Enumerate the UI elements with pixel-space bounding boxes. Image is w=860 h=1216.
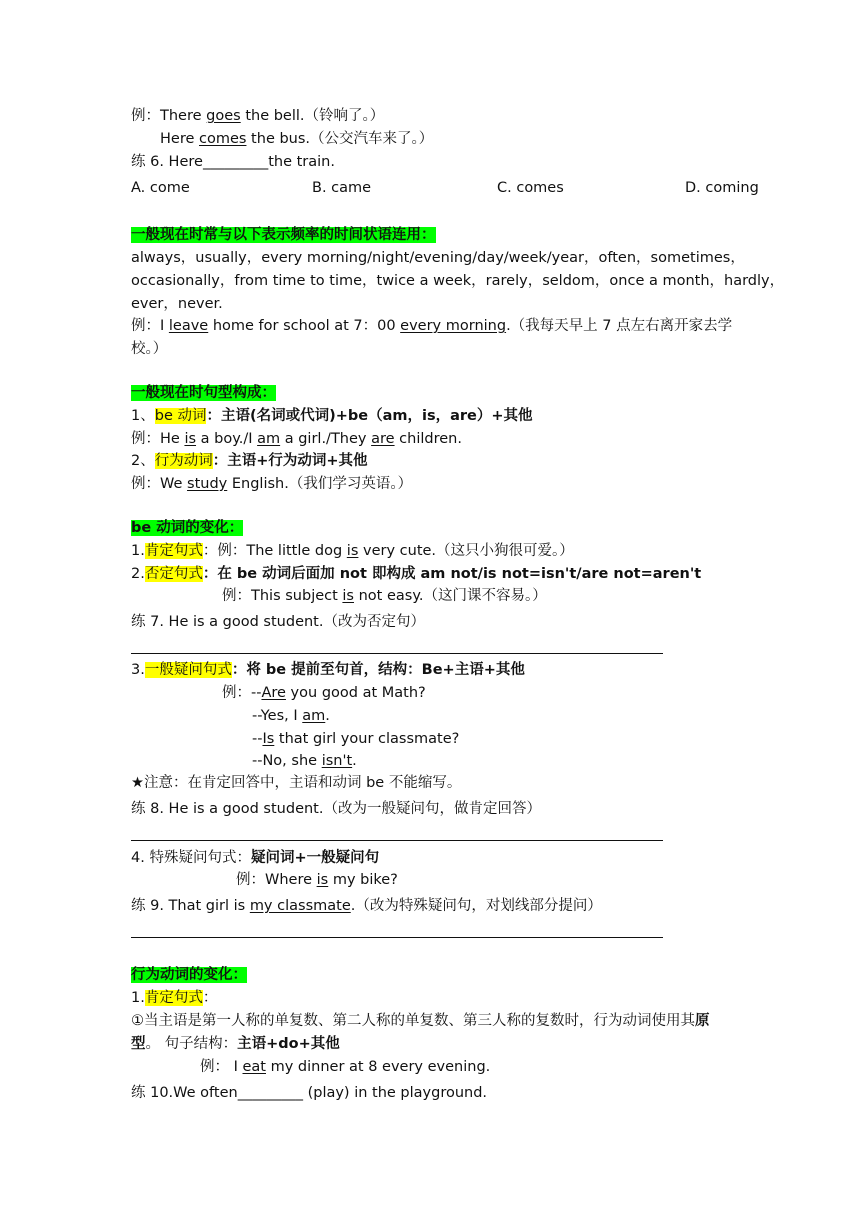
text-segment: 练 6. Here [131, 154, 203, 170]
answer-line[interactable] [131, 937, 663, 938]
option-b[interactable]: B. came [312, 180, 372, 196]
text-segment: the train. [268, 154, 335, 170]
text-segment: ：例：The little dog [202, 543, 347, 559]
text-segment: a girl./They [280, 431, 372, 447]
underlined-word: is [346, 543, 359, 559]
text-segment: 2. [131, 566, 145, 582]
structure-formula: 疑问词+一般疑问句 [250, 850, 380, 866]
heading-text: 一般现在时句型构成： [131, 385, 276, 401]
yes-no-question-form [131, 660, 525, 680]
text-segment: . [352, 753, 357, 769]
text-segment: that girl your classmate? [274, 731, 460, 747]
text-segment: ： [202, 990, 218, 1006]
option-a[interactable]: A. come [131, 180, 190, 196]
underlined-word: am [257, 431, 281, 447]
text-segment: There [160, 108, 207, 124]
option-c[interactable]: C. comes [497, 180, 564, 196]
exercise-8: 练 8. He is a good student.（改为一般疑问句，做肯定回答） [131, 801, 541, 817]
underlined-word: isn't [321, 753, 353, 769]
underlined-word: eat [242, 1059, 266, 1075]
heading-action-verb-changes [131, 965, 247, 985]
affirmative-form [131, 541, 574, 561]
text-segment: not easy.（这门课不容易。） [354, 588, 547, 604]
underlined-word: every morning [400, 318, 507, 334]
text-segment: the bus. [246, 131, 311, 147]
underlined-word: comes [199, 131, 247, 147]
note: ★注意：在肯定回答中，主语和动词 be 不能缩写。 [131, 775, 462, 791]
translation: （公交汽车来了。） [310, 131, 434, 147]
answer-line[interactable] [131, 840, 663, 841]
exercise-6 [131, 152, 335, 172]
base-form-example [200, 1057, 490, 1077]
answer-line[interactable] [131, 653, 663, 654]
text-segment: 。 句子结构： [145, 1036, 238, 1052]
heading-sentence-structure [131, 383, 276, 403]
highlighted-term: 肯定句式 [144, 543, 203, 559]
text-segment: 例：We [131, 476, 188, 492]
heading-text: 行为动词的变化： [131, 967, 247, 983]
example-translation-end: 校。） [131, 341, 168, 357]
underlined-word: Is [262, 731, 275, 747]
text-segment: very cute.（这只小狗很可爱。） [358, 543, 574, 559]
base-form-structure [131, 1034, 340, 1054]
text-segment: 2、 [131, 453, 155, 469]
highlighted-term: be 动词 [154, 408, 207, 424]
text-segment: 例： I [200, 1059, 243, 1075]
text-segment: a boy./I [196, 431, 258, 447]
action-verb-rule [131, 451, 368, 471]
question-example-1 [222, 683, 426, 703]
bold-term: 原 [695, 1013, 710, 1029]
adverb-list-line-2: occasionally，from time to time，twice a week，rarely，seldom，once a month，hardly， [131, 273, 785, 289]
text-segment: 3. [131, 662, 145, 678]
text-segment: 例：I [131, 318, 169, 334]
highlighted-term: 一般疑问句式 [144, 662, 232, 678]
highlighted-term: 否定句式 [144, 566, 203, 582]
text-segment: (play) in the playground. [302, 1085, 488, 1101]
underlined-word: am [302, 708, 326, 724]
text-segment: 例：Where [236, 872, 317, 888]
underlined-word: leave [168, 318, 209, 334]
adverb-list-line-3: ever，never. [131, 296, 223, 312]
answer-example-1 [252, 706, 330, 726]
structure-formula: ：在 be 动词后面加 not 即构成 am not/is not=isn't/are not=aren't [202, 566, 702, 582]
text-segment: . [325, 708, 330, 724]
be-verb-rule [131, 406, 533, 426]
wh-question-example [236, 870, 398, 890]
structure-formula: 主语+do+其他 [237, 1036, 340, 1052]
heading-be-verb-changes [131, 518, 243, 538]
text-segment: you good at Math? [285, 685, 426, 701]
text-segment: .（改为特殊疑问句，对划线部分提问） [350, 898, 602, 914]
exercise-7: 练 7. He is a good student.（改为否定句） [131, 614, 425, 630]
text-segment: English.（我们学习英语。） [227, 476, 413, 492]
text-segment: the bell. [240, 108, 305, 124]
structure-formula: ：主语+行为动词+其他 [212, 453, 368, 469]
be-verb-example [131, 429, 462, 449]
wh-question-form [131, 848, 379, 868]
text-segment: 1. [131, 543, 145, 559]
underlined-word: my classmate [249, 898, 351, 914]
example-label: 例： [131, 108, 160, 124]
highlighted-term: 肯定句式 [144, 990, 203, 1006]
underlined-word: study [187, 476, 228, 492]
text-segment: 例：He [131, 431, 185, 447]
text-segment: --Yes, I [252, 708, 303, 724]
exercise-9 [131, 896, 602, 916]
text-segment: 4. 特殊疑问句式： [131, 850, 251, 866]
text-segment: 练 9. That girl is [131, 898, 250, 914]
text-segment: my dinner at 8 every evening. [266, 1059, 491, 1075]
bold-term: 型 [131, 1036, 146, 1052]
structure-formula: ：主语(名词或代词)+be（am，is，are）+其他 [206, 408, 533, 424]
text-segment: ①当主语是第一人称的单复数、第二人称的单复数、第三人称的复数时，行为动词使用其 [131, 1013, 695, 1029]
text-segment: 例：This subject [222, 588, 343, 604]
text-segment: --No, she [252, 753, 322, 769]
answer-blank[interactable]: _________ [237, 1085, 303, 1101]
negative-example [222, 586, 547, 606]
example-line-1 [131, 106, 384, 126]
text-segment: 1. [131, 990, 145, 1006]
text-segment: 练 10.We often [131, 1085, 238, 1101]
text-segment: 1、 [131, 408, 155, 424]
text-segment: my bike? [328, 872, 398, 888]
action-affirmative-form [131, 988, 217, 1008]
underlined-word: Are [261, 685, 286, 701]
answer-example-2 [252, 751, 357, 771]
structure-formula: ：将 be 提前至句首，结构：Be+主语+其他 [231, 662, 525, 678]
text-segment: 例：-- [222, 685, 262, 701]
exercise-10 [131, 1083, 487, 1103]
action-verb-example [131, 474, 412, 494]
text-segment: -- [252, 731, 263, 747]
negative-form [131, 564, 701, 584]
answer-blank[interactable]: _________ [202, 154, 269, 170]
underlined-word: goes [206, 108, 241, 124]
text-segment: Here [160, 131, 199, 147]
base-form-rule [131, 1011, 710, 1031]
underlined-word: is [342, 588, 354, 604]
translation: .（我每天早上 7 点左右离开家去学 [506, 318, 733, 334]
adverb-list-line-1: always，usually，every morning/night/evening/day/week/year，often，sometimes， [131, 250, 745, 266]
underlined-word: is [316, 872, 329, 888]
underlined-word: is [184, 431, 197, 447]
translation: （铃响了。） [304, 108, 385, 124]
heading-text: 一般现在时常与以下表示频率的时间状语连用： [131, 227, 436, 243]
heading-frequency-adverbials [131, 225, 436, 245]
underlined-word: are [371, 431, 395, 447]
text-segment: children. [394, 431, 462, 447]
heading-text: be 动词的变化： [131, 520, 244, 536]
text-segment: home for school at 7：00 [208, 318, 401, 334]
example-leave-home [131, 316, 732, 336]
question-example-2 [252, 729, 459, 749]
highlighted-term: 行为动词 [154, 453, 213, 469]
option-d[interactable]: D. coming [685, 180, 759, 196]
example-line-2 [160, 129, 433, 149]
